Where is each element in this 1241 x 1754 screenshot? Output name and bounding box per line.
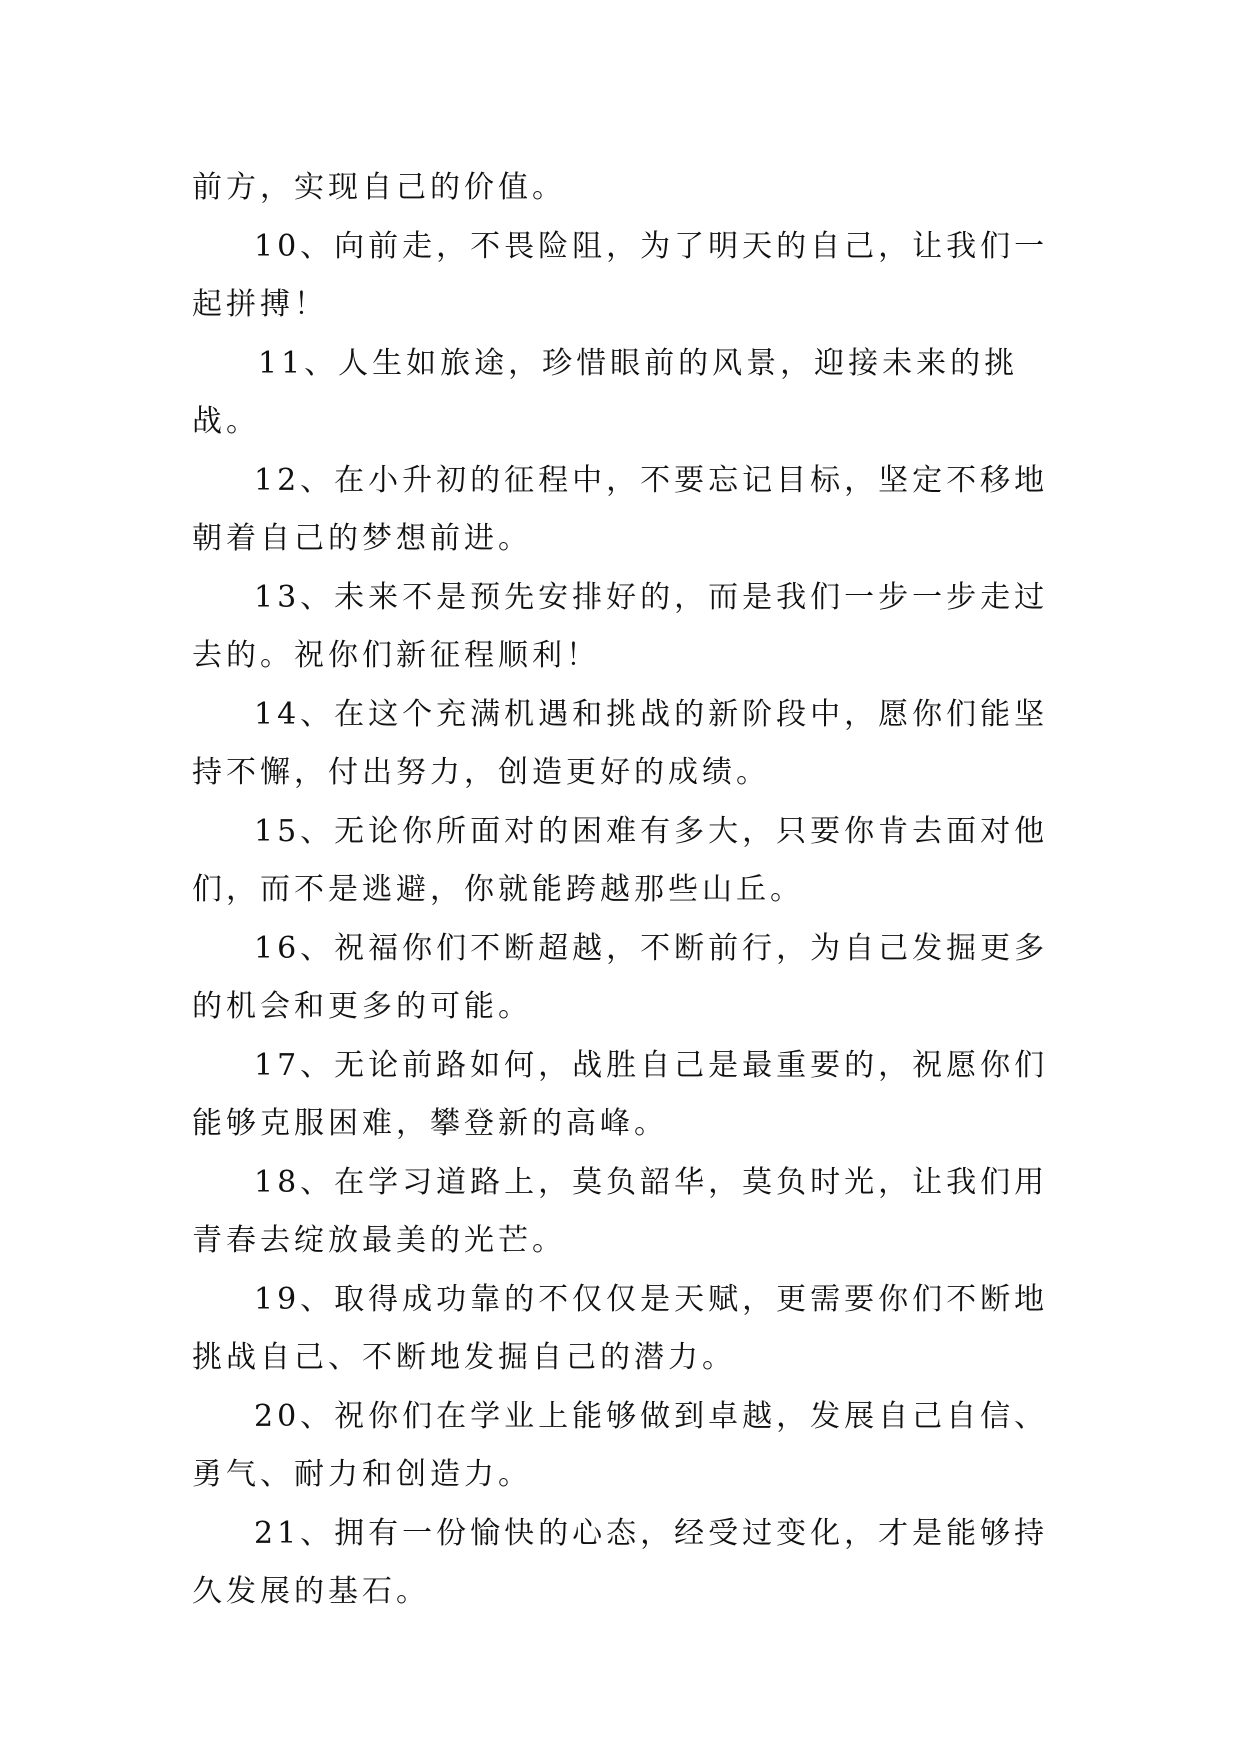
paragraph-item-13: 13、未来不是预先安排好的，而是我们一步一步走过去的。祝你们新征程顺利！ xyxy=(192,579,1049,673)
paragraph-continuation: 前方，实现自己的价值。 xyxy=(192,170,566,205)
paragraph-item-10: 10、向前走，不畏险阻，为了明天的自己，让我们一起拼搏！ xyxy=(192,228,1049,322)
paragraph-item-15: 15、无论你所面对的困难有多大，只要你肯去面对他们，而不是逃避，你就能跨越那些山丘。 xyxy=(192,813,1049,907)
paragraph-item-18: 18、在学习道路上，莫负韶华，莫负时光，让我们用青春去绽放最美的光芒。 xyxy=(192,1164,1049,1258)
paragraph-item-17: 17、无论前路如何，战胜自己是最重要的，祝愿你们能够克服困难，攀登新的高峰。 xyxy=(192,1047,1049,1141)
paragraph-item-16: 16、祝福你们不断超越，不断前行，为自己发掘更多的机会和更多的可能。 xyxy=(192,930,1049,1024)
paragraph-item-21: 21、拥有一份愉快的心态，经受过变化，才是能够持久发展的基石。 xyxy=(192,1515,1049,1609)
paragraph-item-11: 11、人生如旅途，珍惜眼前的风景，迎接未来的挑战。 xyxy=(192,345,1019,439)
document-body xyxy=(192,159,1054,1622)
paragraph-item-12: 12、在小升初的征程中，不要忘记目标，坚定不移地朝着自己的梦想前进。 xyxy=(192,462,1049,556)
paragraph-item-19: 19、取得成功靠的不仅仅是天赋，更需要你们不断地挑战自己、不断地发掘自己的潜力。 xyxy=(192,1281,1049,1375)
paragraph-item-20: 20、祝你们在学业上能够做到卓越，发展自己自信、勇气、耐力和创造力。 xyxy=(192,1398,1049,1492)
paragraph-item-14: 14、在这个充满机遇和挑战的新阶段中，愿你们能坚持不懈，付出努力，创造更好的成绩。 xyxy=(192,696,1049,790)
